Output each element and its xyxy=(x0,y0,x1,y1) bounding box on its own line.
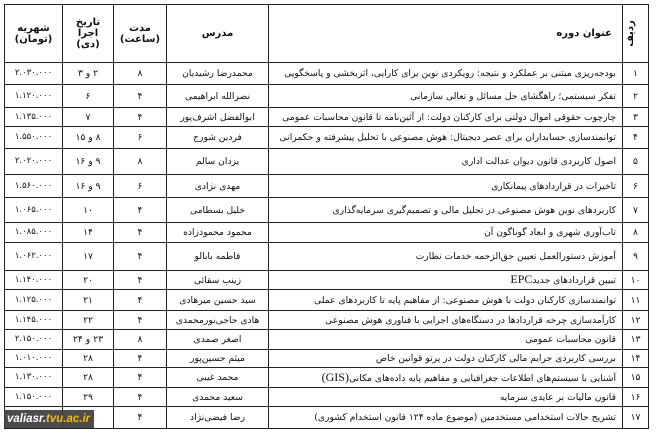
cell-duration: ۴ xyxy=(114,198,167,223)
cell-date: ۷ xyxy=(63,108,114,127)
cell-row-number: ۵ xyxy=(623,149,649,175)
cell-row-number: ۴ xyxy=(623,127,649,149)
course-schedule-sheet xyxy=(4,4,648,429)
cell-fee: ۲.۰۲۰.۰۰۰ xyxy=(5,149,63,175)
cell-row-number: ۱۶ xyxy=(623,388,649,407)
cell-instructor: محمدرضا رشیدیان xyxy=(167,63,269,85)
cell-duration: ۴ xyxy=(114,223,167,243)
cell-duration: ۸ xyxy=(114,63,167,85)
cell-row-number: ۱۵ xyxy=(623,368,649,388)
cell-date: ۲۹ xyxy=(63,388,114,407)
cell-course-title: بررسی کاربردی جرایم مالی کارکنان دولت در پرتو قوانین خاص xyxy=(269,350,623,368)
cell-duration: ۴ xyxy=(114,407,167,429)
cell-duration: ۴ xyxy=(114,290,167,311)
cell-duration: ۶ xyxy=(114,127,167,149)
cell-date: ۲۸ xyxy=(63,350,114,368)
table-row xyxy=(5,290,649,311)
cell-course-title: اصول کاربردی قانون دیوان عدالت اداری xyxy=(269,149,623,175)
cell-date: ۹ و ۱۶ xyxy=(63,175,114,198)
cell-row-number: ۲ xyxy=(623,85,649,108)
cell-fee: ۱.۰۶۲.۰۰۰ xyxy=(5,243,63,271)
cell-row-number: ۸ xyxy=(623,223,649,243)
cell-instructor: اصغر صمدی xyxy=(167,330,269,350)
cell-course-title: کاربردهای نوین هوش مصنوعی در تحلیل مالی و تصمیم‌گیری سرمایه‌گذاری xyxy=(269,198,623,223)
cell-course-title: آشنایی با سیستم‌های اطلاعات جغرافیایی و مفاهیم پایه داده‌های مکانی(GIS) xyxy=(269,368,623,388)
cell-fee: ۱.۰۸۵.۰۰۰ xyxy=(5,223,63,243)
cell-fee: ۱.۱۳۵.۰۰۰ xyxy=(5,108,63,127)
cell-row-number: ۱۳ xyxy=(623,330,649,350)
cell-duration: ۴ xyxy=(114,368,167,388)
course-table xyxy=(4,4,649,429)
cell-instructor: یزدان سالم xyxy=(167,149,269,175)
header-course-title: عنوان دوره xyxy=(269,5,623,63)
cell-course-title: تشریح حالات استخدامی مستخدمین (موضوع ماده ۱۲۴ قانون استخدام کشوری) xyxy=(269,407,623,429)
cell-fee: ۱.۱۴۰.۰۰۰ xyxy=(5,271,63,290)
cell-date: ۲۳ و ۲۴ xyxy=(63,330,114,350)
table-row xyxy=(5,407,649,429)
cell-row-number: ۱۷ xyxy=(623,407,649,429)
cell-course-title: قانون مالیات بر عایدی سرمایه xyxy=(269,388,623,407)
cell-date: ۲۲ xyxy=(63,311,114,330)
cell-duration: ۴ xyxy=(114,311,167,330)
cell-fee: ۱.۵۶۰.۰۰۰ xyxy=(5,175,63,198)
cell-date: ۲ و ۳ xyxy=(63,63,114,85)
header-date: تاریخ اجرا (دی) xyxy=(63,5,114,63)
table-row xyxy=(5,311,649,330)
cell-duration: ۴ xyxy=(114,388,167,407)
cell-course-title: تاب‌آوری شهری و ابعاد گوناگون آن xyxy=(269,223,623,243)
cell-fee: ۲.۰۳۰.۰۰۰ xyxy=(5,63,63,85)
cell-course-title: توانمندسازی کارکنان دولت با هوش مصنوعی: از مفاهیم پایه تا کاربردهای عملی xyxy=(269,290,623,311)
cell-fee: ۱.۱۲۵.۰۰۰ xyxy=(5,290,63,311)
cell-instructor: رضا فیضی‌نژاد xyxy=(167,407,269,429)
cell-fee: ۱.۱۳۰.۰۰۰ xyxy=(5,368,63,388)
cell-date: ۶ xyxy=(63,85,114,108)
cell-course-title: قانون محاسبات عمومی xyxy=(269,330,623,350)
header-instructor: مدرس xyxy=(167,5,269,63)
cell-row-number: ۱۲ xyxy=(623,311,649,330)
cell-fee: ۱.۱۲۰.۰۰۰ xyxy=(5,85,63,108)
table-row xyxy=(5,368,649,388)
cell-fee: ۱.۵۵۰.۰۰۰ xyxy=(5,127,63,149)
cell-duration: ۸ xyxy=(114,149,167,175)
cell-course-title: توانمندسازی حسابداران برای عصر دیجیتال: هوش مصنوعی با تحلیل پیشرفته و حکمرانی xyxy=(269,127,623,149)
table-row xyxy=(5,223,649,243)
cell-instructor: زینب سقائی xyxy=(167,271,269,290)
cell-course-title: آموزش دستورالعمل تعیین حق‌الزحمه خدمات نظارت xyxy=(269,243,623,271)
cell-date: ۱۴ xyxy=(63,223,114,243)
cell-instructor: مهدی نژادی xyxy=(167,175,269,198)
table-row xyxy=(5,85,649,108)
cell-instructor: محمد غیبی xyxy=(167,368,269,388)
cell-date: ۱۰ xyxy=(63,198,114,223)
site-watermark: valiasr.tvu.ac.ir xyxy=(4,410,94,428)
table-row xyxy=(5,198,649,223)
table-header-row xyxy=(5,5,649,63)
cell-row-number: ۷ xyxy=(623,198,649,223)
cell-duration: ۶ xyxy=(114,175,167,198)
cell-date: ۱۷ xyxy=(63,243,114,271)
cell-instructor: محمود محمودزاده xyxy=(167,223,269,243)
cell-row-number: ۹ xyxy=(623,243,649,271)
table-row xyxy=(5,243,649,271)
cell-course-title: چارچوب حقوقی اموال دولتی برای کارکنان دولت: از آئین‌نامه تا قانون محاسبات عمومی xyxy=(269,108,623,127)
cell-instructor: هادی حاجی‌نورمحمدی xyxy=(167,311,269,330)
cell-course-title: تبیین قراردادهای جدیدEPC xyxy=(269,271,623,290)
cell-duration: ۴ xyxy=(114,350,167,368)
header-row-number: ردیف xyxy=(623,5,649,63)
cell-instructor: خلیل بسطامی xyxy=(167,198,269,223)
cell-instructor: میثم حسین‌پور xyxy=(167,350,269,368)
cell-instructor: نصرالله ابراهیمی xyxy=(167,85,269,108)
cell-instructor: سعید محمدی xyxy=(167,388,269,407)
table-row xyxy=(5,388,649,407)
cell-row-number: ۱۰ xyxy=(623,271,649,290)
cell-fee: ۲.۱۵۰.۰۰۰ xyxy=(5,330,63,350)
cell-date: ۲۰ xyxy=(63,271,114,290)
cell-duration: ۸ xyxy=(114,330,167,350)
cell-row-number: ۶ xyxy=(623,175,649,198)
cell-instructor: سید حسین میرهادی xyxy=(167,290,269,311)
cell-duration: ۴ xyxy=(114,271,167,290)
footnote-text xyxy=(240,430,650,436)
cell-duration: ۴ xyxy=(114,85,167,108)
cell-duration: ۴ xyxy=(114,243,167,271)
cell-row-number: ۱ xyxy=(623,63,649,85)
table-row xyxy=(5,63,649,85)
cell-fee: ۱.۱۴۵.۰۰۰ xyxy=(5,311,63,330)
header-duration: مدت (ساعت) xyxy=(114,5,167,63)
cell-date: ۹ و ۱۶ xyxy=(63,149,114,175)
cell-row-number: ۳ xyxy=(623,108,649,127)
cell-fee: ۱.۱۵۰.۰۰۰ xyxy=(5,388,63,407)
header-fee: شهریه (تومان) xyxy=(5,5,63,63)
cell-instructor: فردین شورج xyxy=(167,127,269,149)
table-row xyxy=(5,350,649,368)
cell-course-title: تفکر سیستمی؛ راهگشای حل مسائل و تعالی سازمانی xyxy=(269,85,623,108)
cell-course-title: بودجه‌ریزی مبتنی بر عملکرد و نتیجه: رویکردی نوین برای کارایی، اثربخشی و پاسخگویی xyxy=(269,63,623,85)
cell-date: ۲۱ xyxy=(63,290,114,311)
cell-fee: ۱.۰۶۵.۰۰۰ xyxy=(5,198,63,223)
cell-course-title: تاخیرات در قراردادهای پیمانکاری xyxy=(269,175,623,198)
cell-instructor: فاطمه بابالو xyxy=(167,243,269,271)
cell-date: ۸ و ۱۵ xyxy=(63,127,114,149)
cell-duration: ۴ xyxy=(114,108,167,127)
cell-fee: ۱.۰۱۰.۰۰۰ xyxy=(5,350,63,368)
table-row xyxy=(5,127,649,149)
table-row xyxy=(5,175,649,198)
table-row xyxy=(5,330,649,350)
cell-instructor: ابوالفضل اشرف‌پور xyxy=(167,108,269,127)
table-row xyxy=(5,271,649,290)
cell-row-number: ۱۱ xyxy=(623,290,649,311)
cell-row-number: ۱۴ xyxy=(623,350,649,368)
table-row xyxy=(5,108,649,127)
cell-date: ۲۸ xyxy=(63,368,114,388)
table-row xyxy=(5,149,649,175)
cell-course-title: کارآمدسازی چرخه قراردادها در دستگاه‌های اجرایی با فناوری هوش مصنوعی xyxy=(269,311,623,330)
